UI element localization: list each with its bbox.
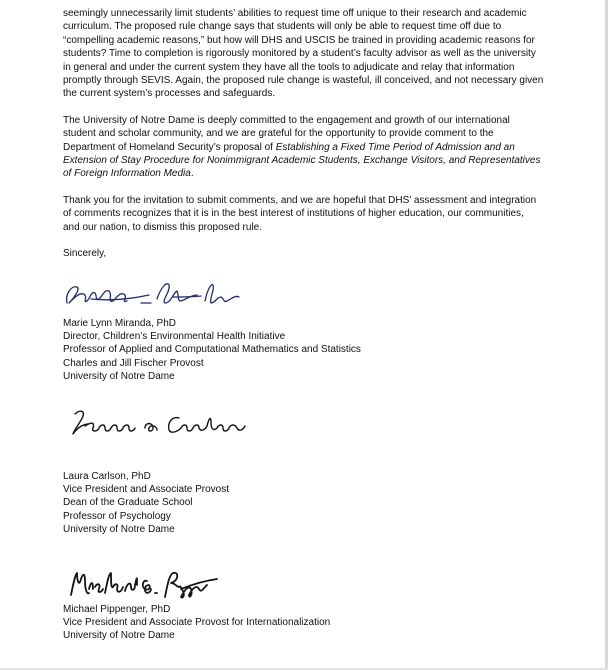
signature-pippenger [61,567,221,601]
text-line: seemingly unnecessarily limit students’ abilities to request time off unique to their research and academic [63,8,527,19]
signatory-title: Director, Children’s Environmental Health Initiative [63,330,286,342]
signature-miranda [61,273,251,313]
text-line: and our nation, to dismiss this proposed rule. [63,221,262,233]
text-segment: . [190,168,194,180]
signatory-title: Vice President and Associate Provost [63,483,230,495]
signatory-institution: University of Notre Dame [63,630,175,642]
paragraph-commitment [63,114,563,181]
signatory-title: Charles and Jill Fischer Provost [63,357,204,369]
proposal-title-part: of Foreign Information Media [63,168,191,180]
signatory-title: Vice President and Associate Provost for Internationalization [63,616,331,628]
text-line: student and scholar community, and we are grateful for the opportunity to provide comment to the [63,128,494,140]
signatory-institution: University of Notre Dame [63,524,175,536]
paragraph-thanks [63,194,563,234]
signatory-title: Professor of Psychology [63,510,171,522]
signature-carlson [61,406,251,440]
text-line: in general and under the current system they have all the tools to adjudicate and relay that information [63,61,515,73]
signatory-block-miranda [63,273,563,384]
signatory-details [63,603,563,643]
signatory-institution: University of Notre Dame [63,371,175,383]
signatory-details [63,470,563,537]
text-segment: Department of Homeland Security’s proposal of [63,141,276,153]
letter-body [63,7,563,643]
text-line: The University of Notre Dame is deeply committed to the engagement and growth of our international [63,114,510,126]
signatory-block-carlson [63,406,563,537]
paragraph-rule-concerns [63,7,563,101]
signatory-name: Laura Carlson, PhD [63,470,151,482]
signatory-name: Marie Lynn Miranda, PhD [63,317,177,329]
text-line: “compelling academic reasons,” but how will DHS and USCIS be trained in providing academic reasons for [63,34,535,46]
text-line [63,154,563,167]
text-line: the current system’s processes and safeguards. [63,88,276,100]
closing-salutation: Sincerely, [63,248,107,260]
text-line: students? Time to completion is rigorously monitored by a student’s faculty advisor as well as the university [63,48,536,60]
signatory-block-pippenger [63,567,563,643]
text-line [63,167,563,180]
signatory-title: Professor of Applied and Computational Mathematics and Statistics [63,344,361,356]
proposal-title-part: Establishing a Fixed Time Period of Admission and an [275,141,515,153]
text-line: curriculum. The proposed rule change says that students will only be able to request time off due to [63,21,502,33]
text-line [63,141,563,154]
text-line: Thank you for the invitation to submit comments, and we are hopeful that DHS’ assessment and integration [63,194,537,206]
signatory-details [63,317,563,384]
signatory-name: Michael Pippenger, PhD [63,603,171,615]
text-line: promptly through SEVIS. Again, the proposed rule change is wasteful, ill conceived, and not necessary given [63,75,544,87]
proposal-title-part: Extension of Stay Procedure for Nonimmigrant Academic Students, Exchange Visitors, and Representatives [63,155,541,167]
text-line: of comments recognizes that it is in the best interest of institutions of higher education, our communities, [63,208,524,220]
signatory-title: Dean of the Graduate School [63,497,193,509]
